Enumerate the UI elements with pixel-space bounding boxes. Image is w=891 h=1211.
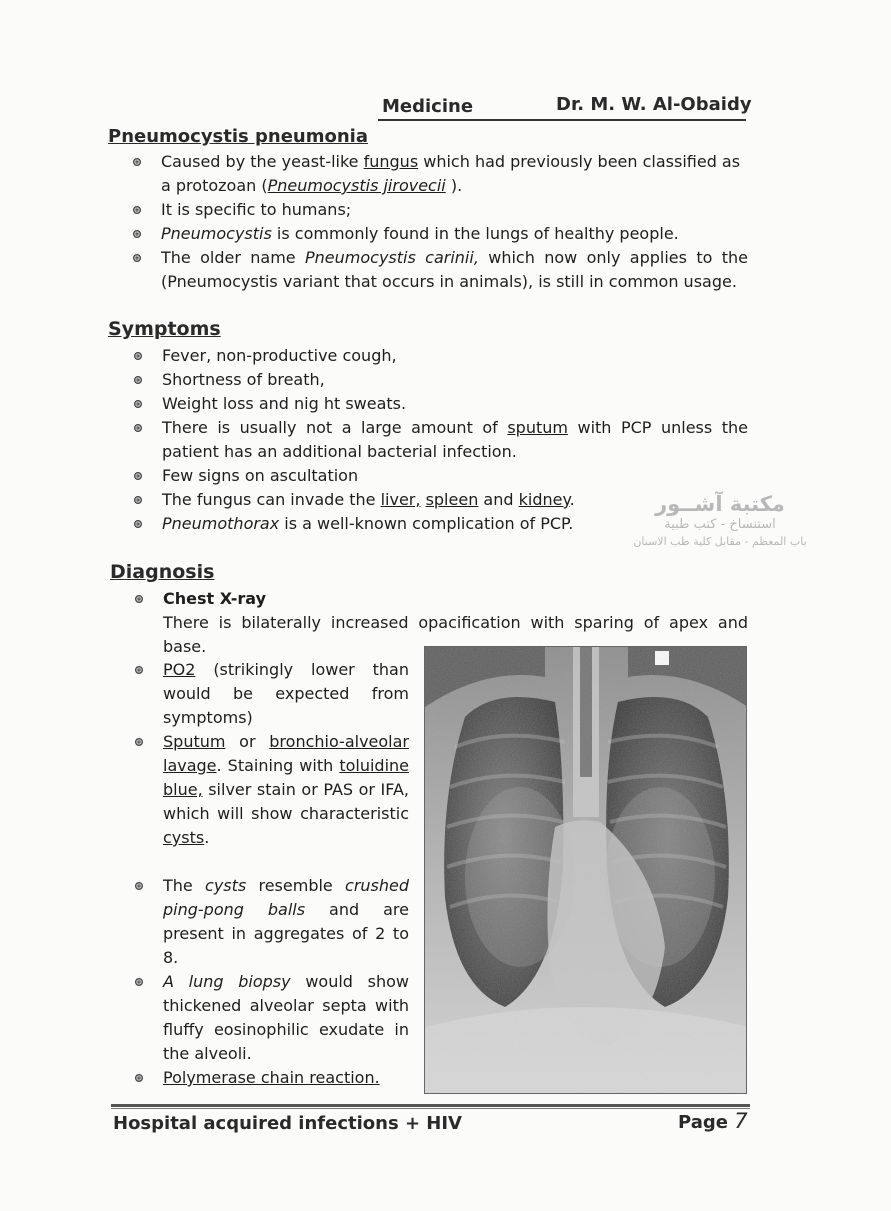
bullet-icon: [135, 666, 143, 674]
footer-title: Hospital acquired infections + HIV: [113, 1113, 462, 1134]
stamp-line-1: مكتبة آشــور: [655, 492, 785, 516]
diagnosis-bullet-2: PO2 (strikingly lower than would be expected from symptoms): [134, 658, 409, 730]
diagnosis-bullet-4: The cysts resemble crushed ping-pong balls and are present in aggregates of 2 to 8.: [134, 874, 409, 970]
symptom-bullet-3: Weight loss and nig ht sweats.: [133, 392, 748, 416]
bullet-icon: [135, 1074, 143, 1082]
symptom-bullet-4: There is usually not a large amount of sputum with PCP unless the patient has an additional bacterial infection.: [133, 416, 748, 464]
pcp-bullet-3: Pneumocystis is commonly found in the lungs of healthy people.: [132, 222, 748, 246]
header-subject: Medicine: [382, 96, 474, 117]
bullet-icon: [135, 978, 143, 986]
section-title-diagnosis: Diagnosis: [110, 561, 215, 583]
diagnosis-bullet-list: [134, 658, 409, 1090]
pcp-bullet-list: [132, 150, 748, 294]
bullet-icon: [134, 496, 142, 504]
bullet-icon: [133, 254, 141, 262]
footer-rule-thin: [111, 1108, 750, 1109]
symptom-bullet-2: Shortness of breath,: [133, 368, 748, 392]
chest-xray-graphic: [425, 647, 747, 1094]
bullet-icon: [134, 352, 142, 360]
diagnosis-bullet-1: Chest X-ray There is bilaterally increased opacification with sparing of apex and base.: [134, 587, 748, 659]
bullet-icon: [133, 206, 141, 214]
stamp-line-3: باب المعظم - مقابل كلية طب الاسنان: [633, 535, 807, 548]
bullet-icon: [134, 472, 142, 480]
bullet-icon: [134, 376, 142, 384]
footer-rule: [111, 1104, 750, 1107]
section-title-pcp: Pneumocystis pneumonia: [108, 126, 368, 147]
bullet-icon: [135, 595, 143, 603]
stamp-line-2: استنساخ - كتب طبية: [664, 517, 776, 532]
pcp-bullet-4: The older name Pneumocystis carinii, which now only applies to the (Pneumocystis variant that occurs in animals), is still in common usage.: [132, 246, 748, 294]
diagnosis-bullet-3: Sputum or bronchio-alveolar lavage. Staining with toluidine blue, silver stain or PAS or IFA, which will show characteristic cysts.: [134, 730, 409, 850]
bullet-icon: [134, 424, 142, 432]
diagnosis-bullet-6: Polymerase chain reaction.: [134, 1066, 409, 1090]
diagnosis-bullet-5: A lung biopsy would show thickened alveolar septa with fluffy eosinophilic exudate in the alveoli.: [134, 970, 409, 1066]
section-title-symptoms: Symptoms: [108, 318, 221, 340]
chest-xray-image: [424, 646, 747, 1094]
bullet-icon: [134, 400, 142, 408]
header-author: Dr. M. W. Al-Obaidy: [556, 94, 752, 115]
page-number: Page 7: [678, 1109, 748, 1133]
library-stamp: [612, 492, 828, 562]
symptom-bullet-6: The fungus can invade the liver, spleen and kidney.: [133, 488, 748, 512]
symptom-bullet-5: Few signs on ascultation: [133, 464, 748, 488]
pcp-bullet-2: It is specific to humans;: [132, 198, 748, 222]
bullet-icon: [134, 520, 142, 528]
header-rule: [378, 119, 746, 121]
pcp-bullet-1: Caused by the yeast-like fungus which had previously been classified as a protozoan (Pneumocystis jirovecii ).: [132, 150, 748, 198]
bullet-icon: [135, 738, 143, 746]
bullet-icon: [133, 158, 141, 166]
chest-xray-label: Chest X-ray: [163, 589, 267, 608]
symptom-bullet-1: Fever, non-productive cough,: [133, 344, 748, 368]
bullet-icon: [133, 230, 141, 238]
symptom-bullet-7: Pneumothorax is a well-known complication of PCP.: [133, 512, 748, 536]
bullet-icon: [135, 882, 143, 890]
